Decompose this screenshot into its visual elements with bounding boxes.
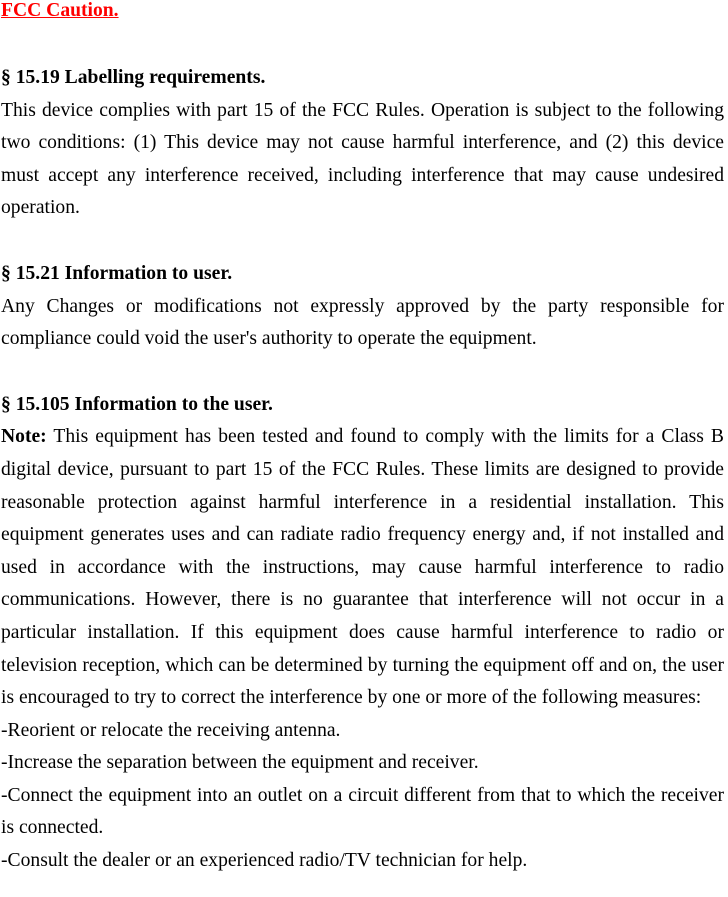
spacer bbox=[1, 356, 724, 389]
section-body-15-19: This device complies with part 15 of the FCC Rules. Operation is subject to the following two conditions: (1) This device may not cause harmful interference, and (2) this device must accept any interference received, including interference that may cause undesired operation. bbox=[1, 99, 724, 219]
measure-item: -Increase the separation between the equipment and receiver. bbox=[1, 752, 479, 774]
section-heading-15-105: § 15.105 Information to the user. bbox=[1, 393, 273, 415]
spacer bbox=[1, 225, 724, 258]
section-body-15-105 bbox=[1, 421, 724, 714]
note-label: Note: bbox=[1, 426, 47, 448]
section-body-15-21: Any Changes or modifications not expressly approved by the party responsible for compliance could void the user's authority to operate the equipment. bbox=[1, 295, 724, 350]
note-text: This equipment has been tested and found to comply with the limits for a Class B digital device, pursuant to part 15 of the FCC Rules. These limits are designed to provide reasonable protection against harmful interference in a residential installation. This equipment generates uses and can radiate radio frequency energy and, if not installed and used in accordance with the instructions, may cause harmful interference to radio communications. However, there is no guarantee that interference will not occur in a particular installation. If this equipment does cause harmful interference to radio or television reception, which can be determined by turning the equipment off and on, the user is encouraged to try to correct the interference by one or more of the following measures: bbox=[1, 426, 725, 709]
document-title: FCC Caution. bbox=[1, 0, 119, 21]
measure-item: -Reorient or relocate the receiving antenna. bbox=[1, 719, 341, 741]
section-heading-15-21: § 15.21 Information to user. bbox=[1, 262, 233, 284]
spacer bbox=[1, 22, 724, 62]
measure-item: -Consult the dealer or an experienced radio/TV technician for help. bbox=[1, 850, 528, 872]
document bbox=[1, 0, 724, 878]
measure-item: -Connect the equipment into an outlet on a circuit different from that to which the receiver is connected. bbox=[1, 784, 724, 839]
section-heading-15-19: § 15.19 Labelling requirements. bbox=[1, 67, 266, 88]
